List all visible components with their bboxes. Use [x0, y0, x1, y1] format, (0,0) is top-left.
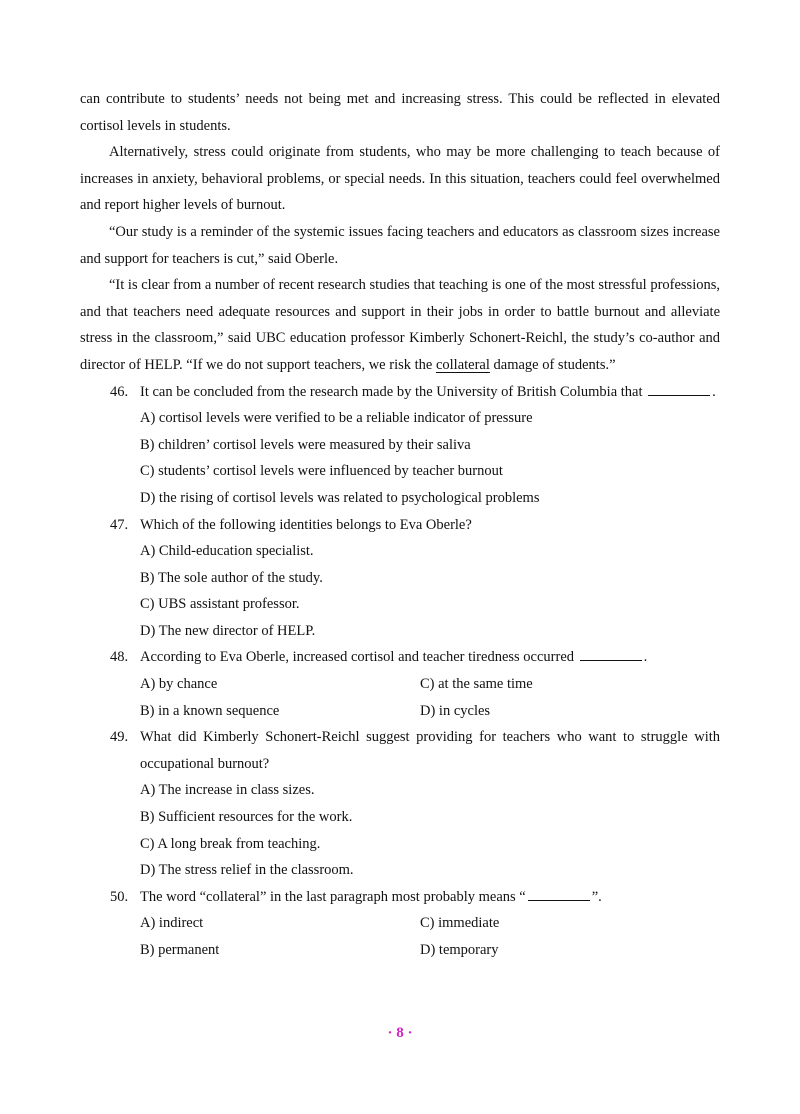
question-stem — [140, 884, 720, 911]
option-46-a: A) cortisol levels were verified to be a reliable indicator of pressure — [140, 410, 533, 427]
option-47-c: C) UBS assistant professor. — [140, 596, 300, 613]
option-49-b: B) Sufficient resources for the work. — [140, 809, 353, 826]
question-50 — [80, 884, 720, 911]
passage-paragraph-4 — [80, 272, 720, 378]
options-row — [140, 937, 720, 964]
option-49-c: C) A long break from teaching. — [140, 835, 321, 852]
option-48-b: B) in a known sequence — [140, 702, 280, 719]
passage-text: “It is clear from a number of recent research studies that teaching is one of the most stressful professions, and that teachers need adequate resources and support in their jobs in order to battle burnout and alleviate stress in the classroom,” said UBC education professor Kimberly Schonert-Reichl, the study’s co-author and director of HELP. “If we do not support teachers, we risk the — [80, 277, 720, 373]
option-48-a: A) by chance — [140, 676, 218, 693]
passage-paragraph-1: can contribute to students’ needs not being met and increasing stress. This could be reflected in elevated cortisol levels in students. — [80, 91, 720, 134]
options-row — [140, 671, 720, 698]
option-49-d: D) The stress relief in the classroom. — [140, 862, 354, 879]
question-stem: Which of the following identities belongs to Eva Oberle? — [140, 516, 472, 533]
page-number: · 8 · — [387, 1025, 413, 1041]
passage-paragraph-3: “Our study is a reminder of the systemic issues facing teachers and educators as classroom sizes increase and support for teachers is cut,” said Oberle. — [80, 223, 720, 267]
passage-paragraph-2: Alternatively, stress could originate from students, who may be more challenging to teach because of increases in anxiety, behavioral problems, or special needs. In this situation, teachers could feel overwhelmed and report higher levels of burnout. — [80, 144, 720, 214]
answer-blank — [580, 645, 642, 661]
option-48-c: C) at the same time — [420, 676, 533, 693]
question-number: 50. — [110, 888, 129, 905]
stem-end: ”. — [591, 888, 602, 905]
option-46-c: C) students’ cortisol levels were influenced by teacher burnout — [140, 463, 503, 480]
answer-blank — [648, 380, 710, 396]
question-number: 47. — [110, 516, 129, 533]
answer-blank — [528, 885, 590, 901]
question-stem-text: The word “collateral” in the last paragraph most probably means “ — [140, 888, 526, 905]
option-50-b: B) permanent — [140, 942, 220, 958]
question-46 — [80, 379, 720, 406]
option-46-b: B) children’ cortisol levels were measured by their saliva — [140, 436, 471, 453]
option-50-c: C) immediate — [420, 915, 500, 932]
options-row — [140, 698, 720, 725]
option-49-a: A) The increase in class sizes. — [140, 782, 315, 799]
question-49 — [80, 724, 720, 777]
options-row — [140, 910, 720, 937]
option-48-d: D) in cycles — [420, 702, 491, 719]
option-47-a: A) Child-education specialist. — [140, 543, 314, 560]
question-47 — [80, 512, 720, 539]
option-47-b: B) The sole author of the study. — [140, 569, 323, 586]
exam-page — [80, 86, 720, 964]
question-stem-text: It can be concluded from the research made by the University of British Columbia that — [140, 383, 643, 400]
option-47-d: D) The new director of HELP. — [140, 622, 316, 639]
question-stem — [140, 644, 720, 671]
option-46-d: D) the rising of cortisol levels was related to psychological problems — [140, 489, 540, 506]
question-number: 49. — [110, 729, 129, 746]
underlined-word: collateral — [435, 356, 490, 373]
question-48 — [80, 644, 720, 671]
stem-end: . — [643, 649, 648, 666]
question-stem: What did Kimberly Schonert-Reichl suggest providing for teachers who want to struggle with occupational burnout? — [140, 729, 720, 772]
stem-end: . — [712, 383, 716, 400]
question-number: 46. — [110, 383, 129, 400]
option-50-d: D) temporary — [420, 942, 499, 958]
passage-text: damage of students.” — [489, 356, 616, 373]
question-stem-text: According to Eva Oberle, increased cortisol and teacher tiredness occurred — [140, 649, 575, 666]
question-number: 48. — [110, 649, 129, 666]
question-stem — [140, 379, 720, 406]
option-50-a: A) indirect — [140, 915, 204, 932]
